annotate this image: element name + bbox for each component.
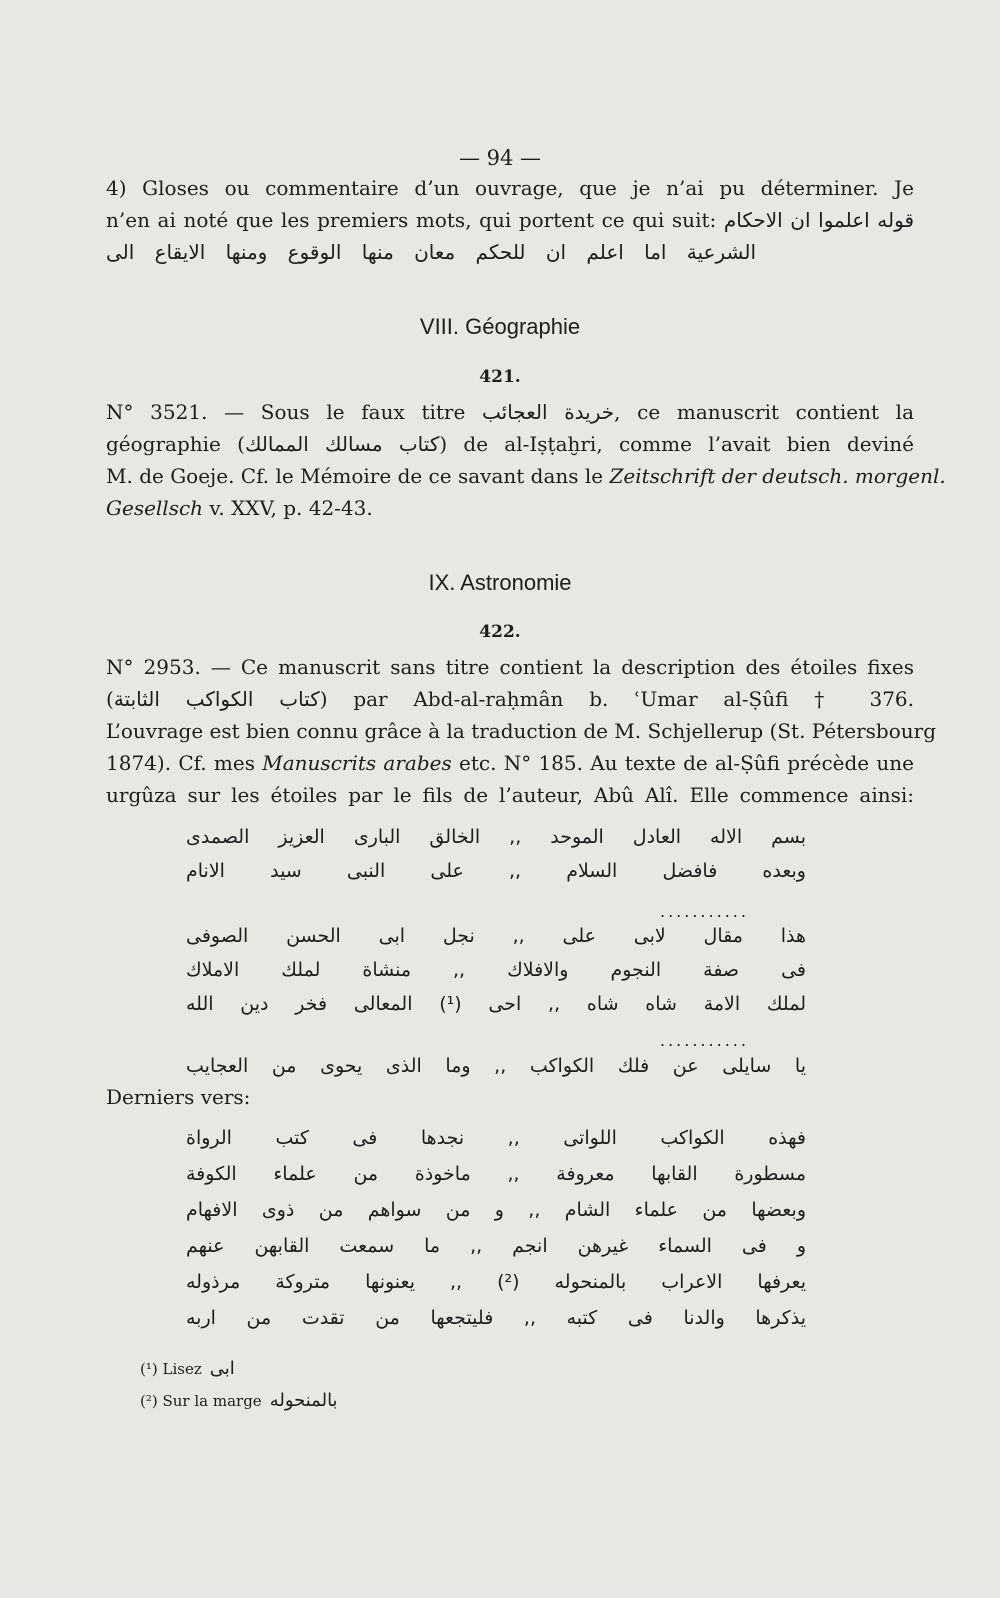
arabic-text: خريدة العجائب xyxy=(482,400,615,424)
verse-line: بسم الاله العادل الموحد ,, الخالق البارى العزيز الصمدى xyxy=(186,826,806,848)
entry-number: 421. xyxy=(479,367,521,387)
verse-line: وبعده فافضل السلام ,, على النبى سيد الانام xyxy=(186,860,806,882)
text-line: N° 2953. — Ce manuscrit sans titre contient la description des étoiles fixes xyxy=(106,655,914,679)
arabic-text: بالمنحوله xyxy=(269,1390,338,1411)
entry-number: 422. xyxy=(479,622,521,642)
ellipsis-dots: ........... xyxy=(660,902,749,921)
arabic-text: كتاب مسالك الممالك xyxy=(244,432,440,456)
last-verses-label: Derniers vers: xyxy=(106,1085,251,1109)
verse-line: هذا مقال لابى على ,, نجل ابى الحسن الصوفى xyxy=(186,925,806,947)
arabic-text: قوله اعلموا ان الاحكام xyxy=(723,208,915,232)
paragraph-glosses xyxy=(106,172,914,268)
text-line: géographie (كتاب مسالك الممالك) de al-Iṣṭaḫri, comme l’avait bien deviné xyxy=(106,432,915,456)
section-heading-geographie: VIII. Géographie xyxy=(419,314,581,339)
arabic-text: كتاب الكواكب الثابتة xyxy=(113,687,320,711)
text-line: urgûza sur les étoiles par le fils de l’auteur, Abû Alî. Elle commence ainsi: xyxy=(106,783,914,807)
footnote: (¹) Lisez ابى xyxy=(140,1358,235,1379)
journal-title: Zeitschrift der deutsch. morgenl. xyxy=(609,464,946,488)
text-line: 4) Gloses ou commentaire d’un ouvrage, que je n’ai pu déterminer. Je xyxy=(106,176,914,200)
verse-line: و فى السماء غيرهن انجم ,, ما سمعت القابهن عنهم xyxy=(186,1235,806,1257)
verse-line: وبعضها من علماء الشام ,, و من سواهم من ذوى الافهام xyxy=(186,1199,806,1221)
verse-line: مسطورة القابها معروفة ,, ماخوذة من علماء الكوفة xyxy=(186,1163,806,1185)
text-line: Gesellsch v. XXV, p. 42-43. xyxy=(106,496,373,520)
section-heading-astronomie: IX. Astronomie xyxy=(428,570,572,595)
verse-line: يعرفها الاعراب بالمنحوله (²) ,, يعنونها متروكة مرذوله xyxy=(186,1271,806,1293)
ellipsis-dots: ........... xyxy=(660,1031,749,1050)
verse-line: يذكرها والدنا فى كتبه ,, فليتجعها من تقدت من اربه xyxy=(186,1307,806,1329)
journal-title: Gesellsch xyxy=(106,496,204,520)
footnote: (²) Sur la marge بالمنحوله xyxy=(140,1390,338,1411)
text-line: n’en ai noté que les premiers mots, qui portent ce qui suit: قوله اعلموا ان الاحكام xyxy=(106,208,915,232)
book-title: Manuscrits arabes xyxy=(262,751,452,775)
text-line: 1874). Cf. mes Manuscrits arabes etc. N° 185. Au texte de al-Ṣûfi précède une xyxy=(106,751,915,775)
verse-line: فهذه الكواكب اللواتى ,, نجدها فى كتب الرواة xyxy=(186,1127,806,1149)
text-line: N° 3521. — Sous le faux titre خريدة العجائب, ce manuscrit contient la xyxy=(106,400,914,424)
verse-line: فى صفة النجوم والافلاك ,, منشاة لملك الاملاك xyxy=(186,959,806,981)
verse-line: يا سايلى عن فلك الكواكب ,, وما الذى يحوى من العجايب xyxy=(186,1055,806,1077)
page-number: — 94 — xyxy=(458,146,542,170)
text-line: L’ouvrage est bien connu grâce à la traduction de M. Schjellerup (St. Pétersbourg xyxy=(106,719,936,743)
verse-line: لملك الامة شاه شاه ,, احى (¹) المعالى فخر دين الله xyxy=(186,993,806,1015)
paragraph-422 xyxy=(106,651,936,811)
arabic-text: ابى xyxy=(209,1358,235,1379)
arabic-line: الشرعية اما اعلم ان للحكم معان منها الوقوع ومنها الايقاع الى xyxy=(106,240,756,264)
text-line: (كتاب الكواكب الثابتة) par Abd-al-raḥmân b. ʿUmar al-Ṣûfi † 376. xyxy=(106,687,914,711)
text-line: M. de Goeje. Cf. le Mémoire de ce savant dans le Zeitschrift der deutsch. morgenl. xyxy=(106,464,946,488)
paragraph-421 xyxy=(106,396,946,524)
